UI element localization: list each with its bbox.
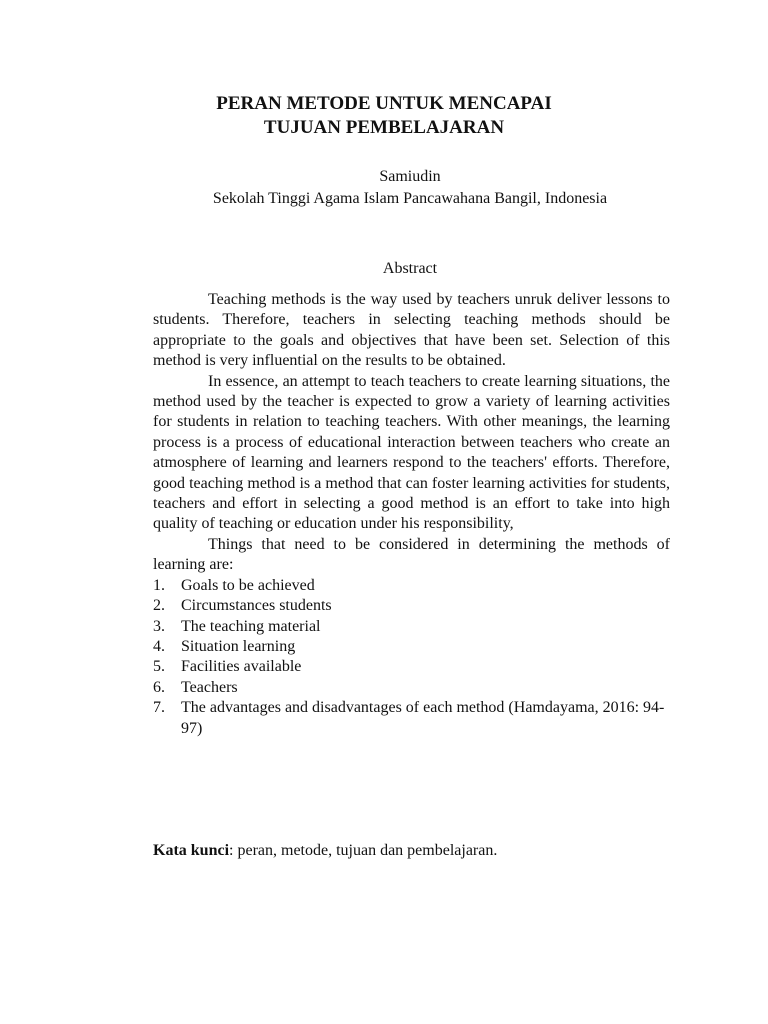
list-item (153, 617, 670, 637)
list-item-number: 5. (153, 658, 165, 676)
list-item-text: Facilities available (181, 658, 302, 676)
author-name: Samiudin (379, 168, 441, 185)
abstract-paragraph-1: Teaching methods is the way used by teachers unruk deliver lessons to students. Therefore, teachers in selecting teaching methods should be appropriate to the goals and objectives that have been set. Selection of this method is very influential on the results to be obtained. (153, 291, 670, 370)
list-item-text: Circumstances students (181, 597, 332, 615)
abstract-paragraph-2: In essence, an attempt to teach teachers to create learning situations, the method used by the teacher is expected to grow a variety of learning activities for students in relation to teaching teachers. With other meanings, the learning process is a process of educational interaction between teachers who create an atmosphere of learning and learners respond to the teachers' efforts. Therefore, good teaching method is a method that can foster learning activities for students, teachers and effort in selecting a good method is an effort to take into high quality of teaching or education under his responsibility, (153, 372, 670, 533)
list-item-number: 4. (153, 637, 165, 655)
list-item (153, 698, 670, 739)
considerations-list (153, 576, 670, 739)
list-item (153, 637, 670, 657)
keywords-text: : peran, metode, tujuan dan pembelajaran. (229, 842, 498, 859)
keywords-line (153, 841, 670, 861)
list-item-text: The advantages and disadvantages of each method (Hamdayama, 2016: 94-97) (181, 699, 665, 737)
list-item-number: 3. (153, 617, 165, 635)
keywords-label: Kata kunci (153, 842, 230, 859)
list-item-number: 7. (153, 699, 165, 717)
list-item-text: Teachers (181, 678, 238, 696)
list-item (153, 596, 670, 616)
paper-title (0, 92, 768, 140)
list-item-number: 6. (153, 678, 165, 696)
abstract-heading: Abstract (382, 260, 438, 277)
list-item-text: The teaching material (181, 617, 321, 635)
list-item-text: Situation learning (181, 637, 296, 655)
list-item-number: 1. (153, 576, 165, 594)
list-item-number: 2. (153, 597, 165, 615)
title-line-1: PERAN METODE UNTUK MENCAPAI (216, 93, 552, 114)
list-item (153, 678, 670, 698)
title-line-2: TUJUAN PEMBELAJARAN (263, 117, 505, 138)
list-item (153, 657, 670, 677)
abstract-paragraph-3: Things that need to be considered in determining the methods of learning are: (153, 535, 670, 574)
author-affiliation: Sekolah Tinggi Agama Islam Pancawahana Bangil, Indonesia (212, 190, 608, 207)
list-item-text: Goals to be achieved (181, 576, 315, 594)
author-block (0, 166, 768, 210)
list-item (153, 576, 670, 596)
abstract-body (153, 290, 670, 739)
